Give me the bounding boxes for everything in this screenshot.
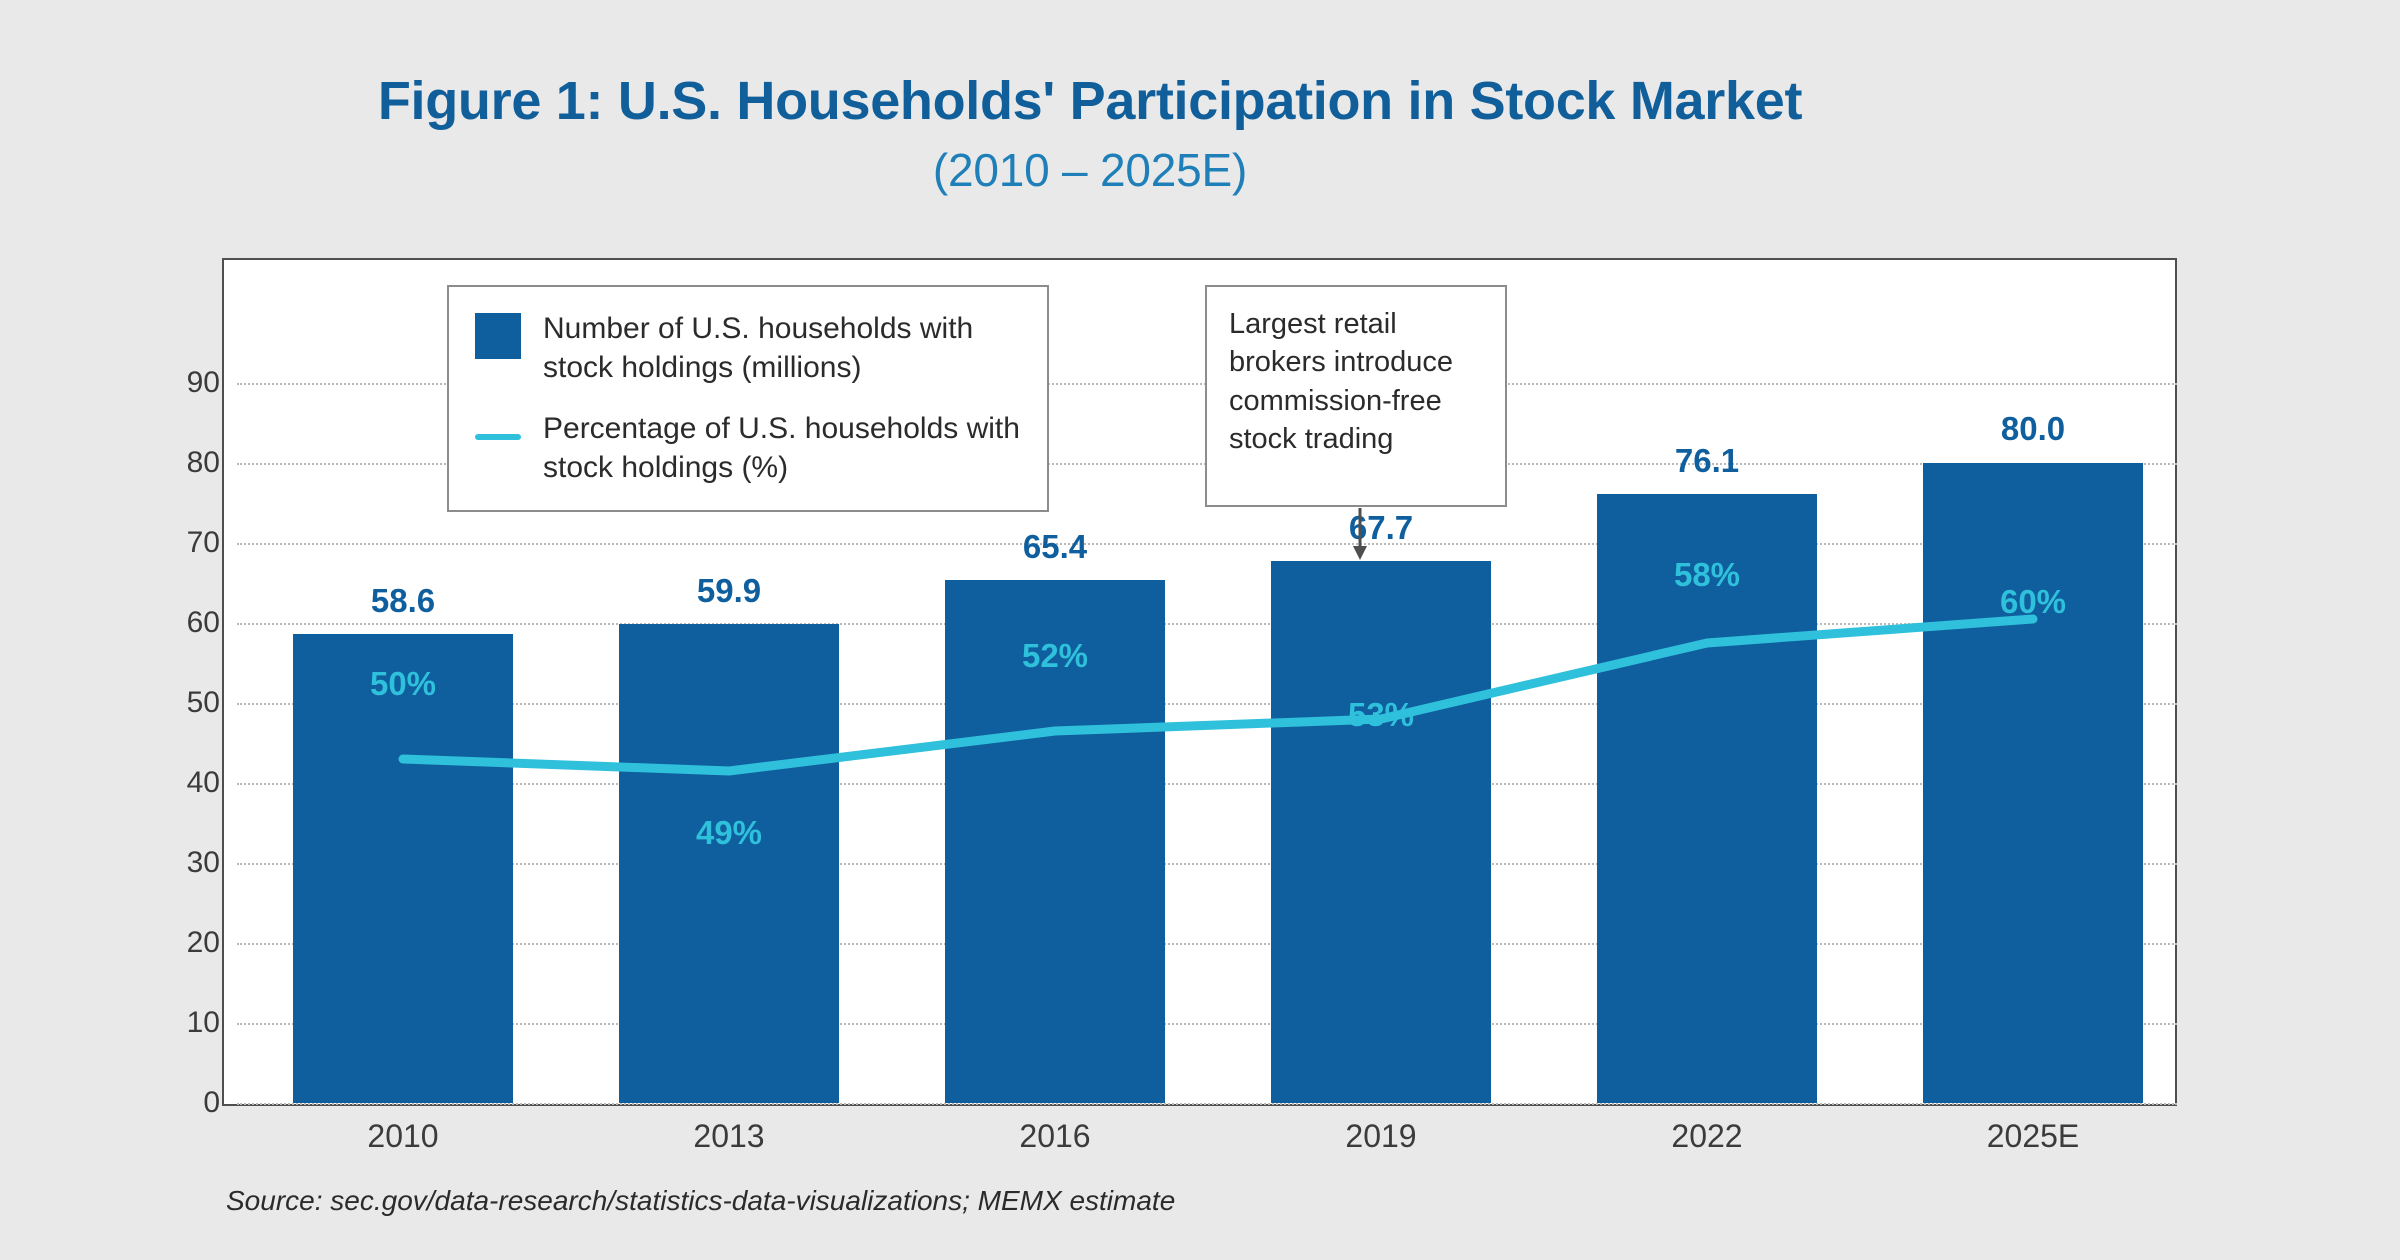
legend-line-swatch-icon: [475, 413, 521, 459]
x-tick-2019: 2019: [1345, 1118, 1417, 1154]
x-tick-2022: 2022: [1671, 1118, 1743, 1154]
page-subtitle: (2010 – 2025E): [932, 144, 1248, 197]
page-title: Figure 1: U.S. Households' Participation in Stock Market: [377, 71, 1803, 131]
y-tick-20: 20: [186, 926, 220, 959]
bar-value-2022: 76.1: [1674, 442, 1740, 479]
x-tick-2016: 2016: [1019, 1118, 1091, 1154]
bar-value-2016: 65.4: [1022, 528, 1088, 565]
y-tick-70: 70: [186, 526, 220, 559]
title-block: [0, 72, 2180, 197]
annotation-callout: Largest retail brokers introduce commission-free stock trading: [1205, 285, 1507, 507]
y-tick-10: 10: [186, 1006, 220, 1039]
y-tick-0: 0: [203, 1086, 220, 1119]
x-tick-2013: 2013: [693, 1118, 765, 1154]
legend-bar-swatch-icon: [475, 313, 521, 359]
bar-value-2013: 59.9: [696, 572, 762, 609]
line-value-2016: 52%: [1021, 637, 1089, 674]
bar-value-2010: 58.6: [370, 582, 436, 619]
x-tick-2025: 2025E: [1986, 1118, 2080, 1154]
y-tick-40: 40: [186, 766, 220, 799]
y-tick-50: 50: [186, 686, 220, 719]
line-value-2022: 58%: [1673, 556, 1741, 593]
bar-value-2019: 67.7: [1348, 509, 1414, 546]
legend-bars-label: Number of U.S. households with stock holdings (millions): [543, 312, 974, 384]
x-axis: [237, 1118, 2177, 1168]
y-tick-90: 90: [186, 366, 220, 399]
legend-item-line: [475, 409, 1027, 487]
line-value-2010: 50%: [369, 665, 437, 702]
legend-line-label: Percentage of U.S. households with stock holdings (%): [543, 412, 1020, 484]
y-tick-60: 60: [186, 606, 220, 639]
y-tick-80: 80: [186, 446, 220, 479]
x-tick-2010: 2010: [367, 1118, 439, 1154]
annotation-arrow-icon: [1350, 508, 1370, 560]
source-note: Source: sec.gov/data-research/statistics-data-visualizations; MEMX estimate: [226, 1185, 1176, 1216]
chart-legend: [447, 285, 1049, 512]
y-tick-30: 30: [186, 846, 220, 879]
legend-item-bars: [475, 309, 1027, 387]
bar-value-2025: 80.0: [2000, 410, 2066, 447]
line-value-2013: 49%: [695, 814, 763, 851]
y-axis: [140, 258, 220, 1119]
line-value-2019: 53%: [1347, 696, 1415, 733]
line-value-2025: 60%: [1999, 583, 2067, 620]
